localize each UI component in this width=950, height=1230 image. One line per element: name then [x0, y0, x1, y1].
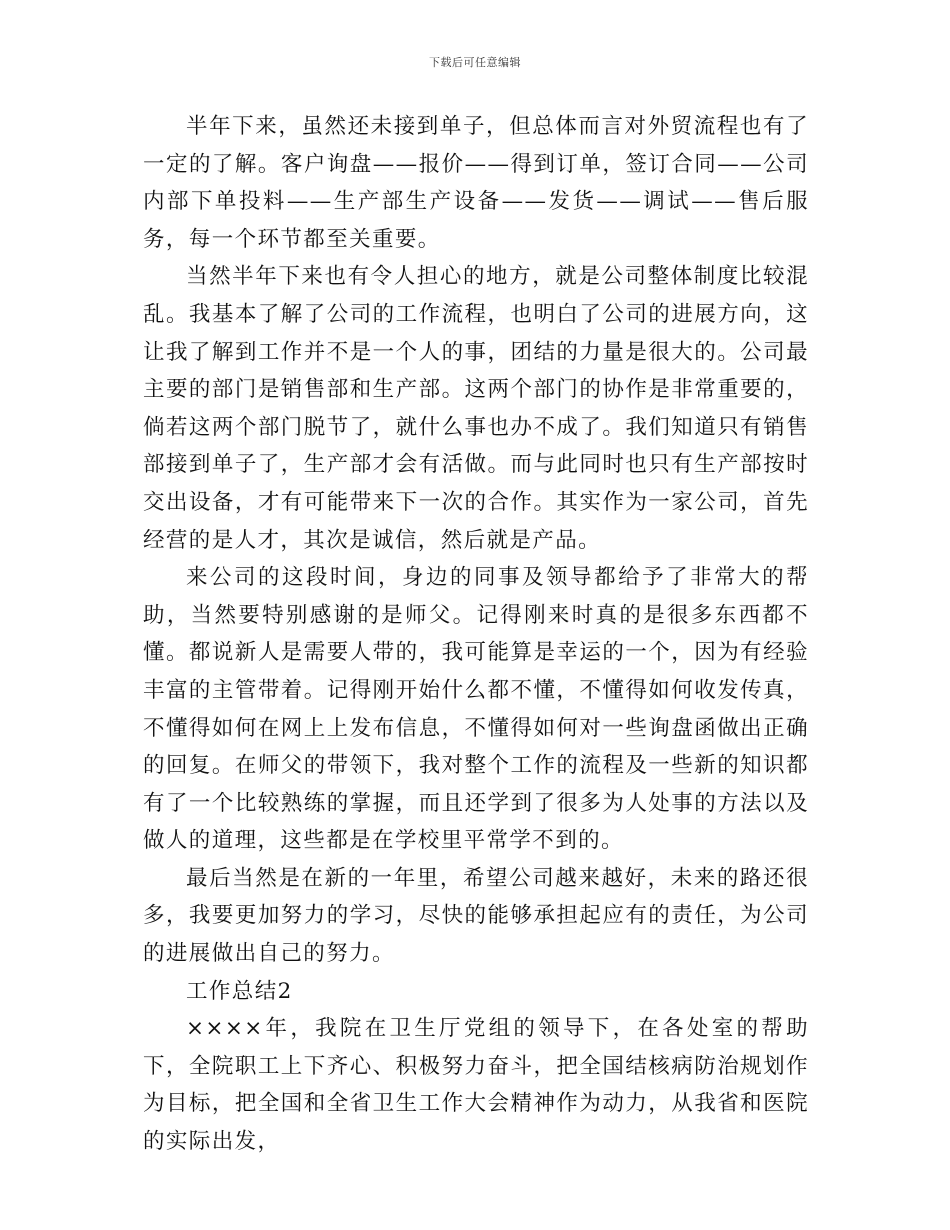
- page-header: 下载后可任意编辑: [429, 56, 521, 69]
- paragraph-new-year-hopes: 最后当然是在新的一年里，希望公司越来越好，未来的路还很多，我要更加努力的学习，尽快的能够承担起应有的责任，为公司的进展做出自己的努力。: [143, 865, 809, 967]
- paragraph-hospital-summary: ××××年，我院在卫生厅党组的领导下，在各处室的帮助下，全院职工上下齐心、积极努力奋斗，把全国结核病防治规划作为目标，把全国和全省卫生工作大会精神作为动力，从我省和医院的实际出发，: [143, 1016, 809, 1155]
- paragraph-foreign-trade-process: 半年下来，虽然还未接到单子，但总体而言对外贸流程也有了一定的了解。客户询盘——报价——得到订单，签订合同——公司内部下单投料——生产部生产设备——发货——调试——售后服务，每一个环节都至关重要。: [143, 114, 809, 252]
- paragraph-company-concerns: 当然半年下来也有令人担心的地方，就是公司整体制度比较混乱。我基本了解了公司的工作流程，也明白了公司的进展方向，这让我了解到工作并不是一个人的事，团结的力量是很大的。公司最主要的部门是销售部和生产部。这两个部门的协作是非常重要的，倘若这两个部门脱节了，就什么事也办不成了。我们知道只有销售部接到单子了，生产部才会有活做。而与此同时也只有生产部按时交出设备，才有可能带来下一次的合作。其实作为一家公司，首先经营的是人才，其次是诚信，然后就是产品。: [143, 264, 809, 553]
- document-body: [143, 108, 809, 1161]
- section-heading-work-summary-2: 工作总结2: [186, 978, 293, 1004]
- paragraph-mentor-thanks: 来公司的这段时间，身边的同事及领导都给予了非常大的帮助，当然要特别感谢的是师父。记得刚来时真的是很多东西都不懂。都说新人是需要人带的，我可能算是幸运的一个，因为有经验丰富的主管带着。记得刚开始什么都不懂，不懂得如何收发传真，不懂得如何在网上上发布信息，不懂得如何对一些询盘函做出正确的回复。在师父的带领下，我对整个工作的流程及一些新的知识都有了一个比较熟练的掌握，而且还学到了很多为人处事的方法以及做人的道理，这些都是在学校里平常学不到的。: [143, 565, 809, 854]
